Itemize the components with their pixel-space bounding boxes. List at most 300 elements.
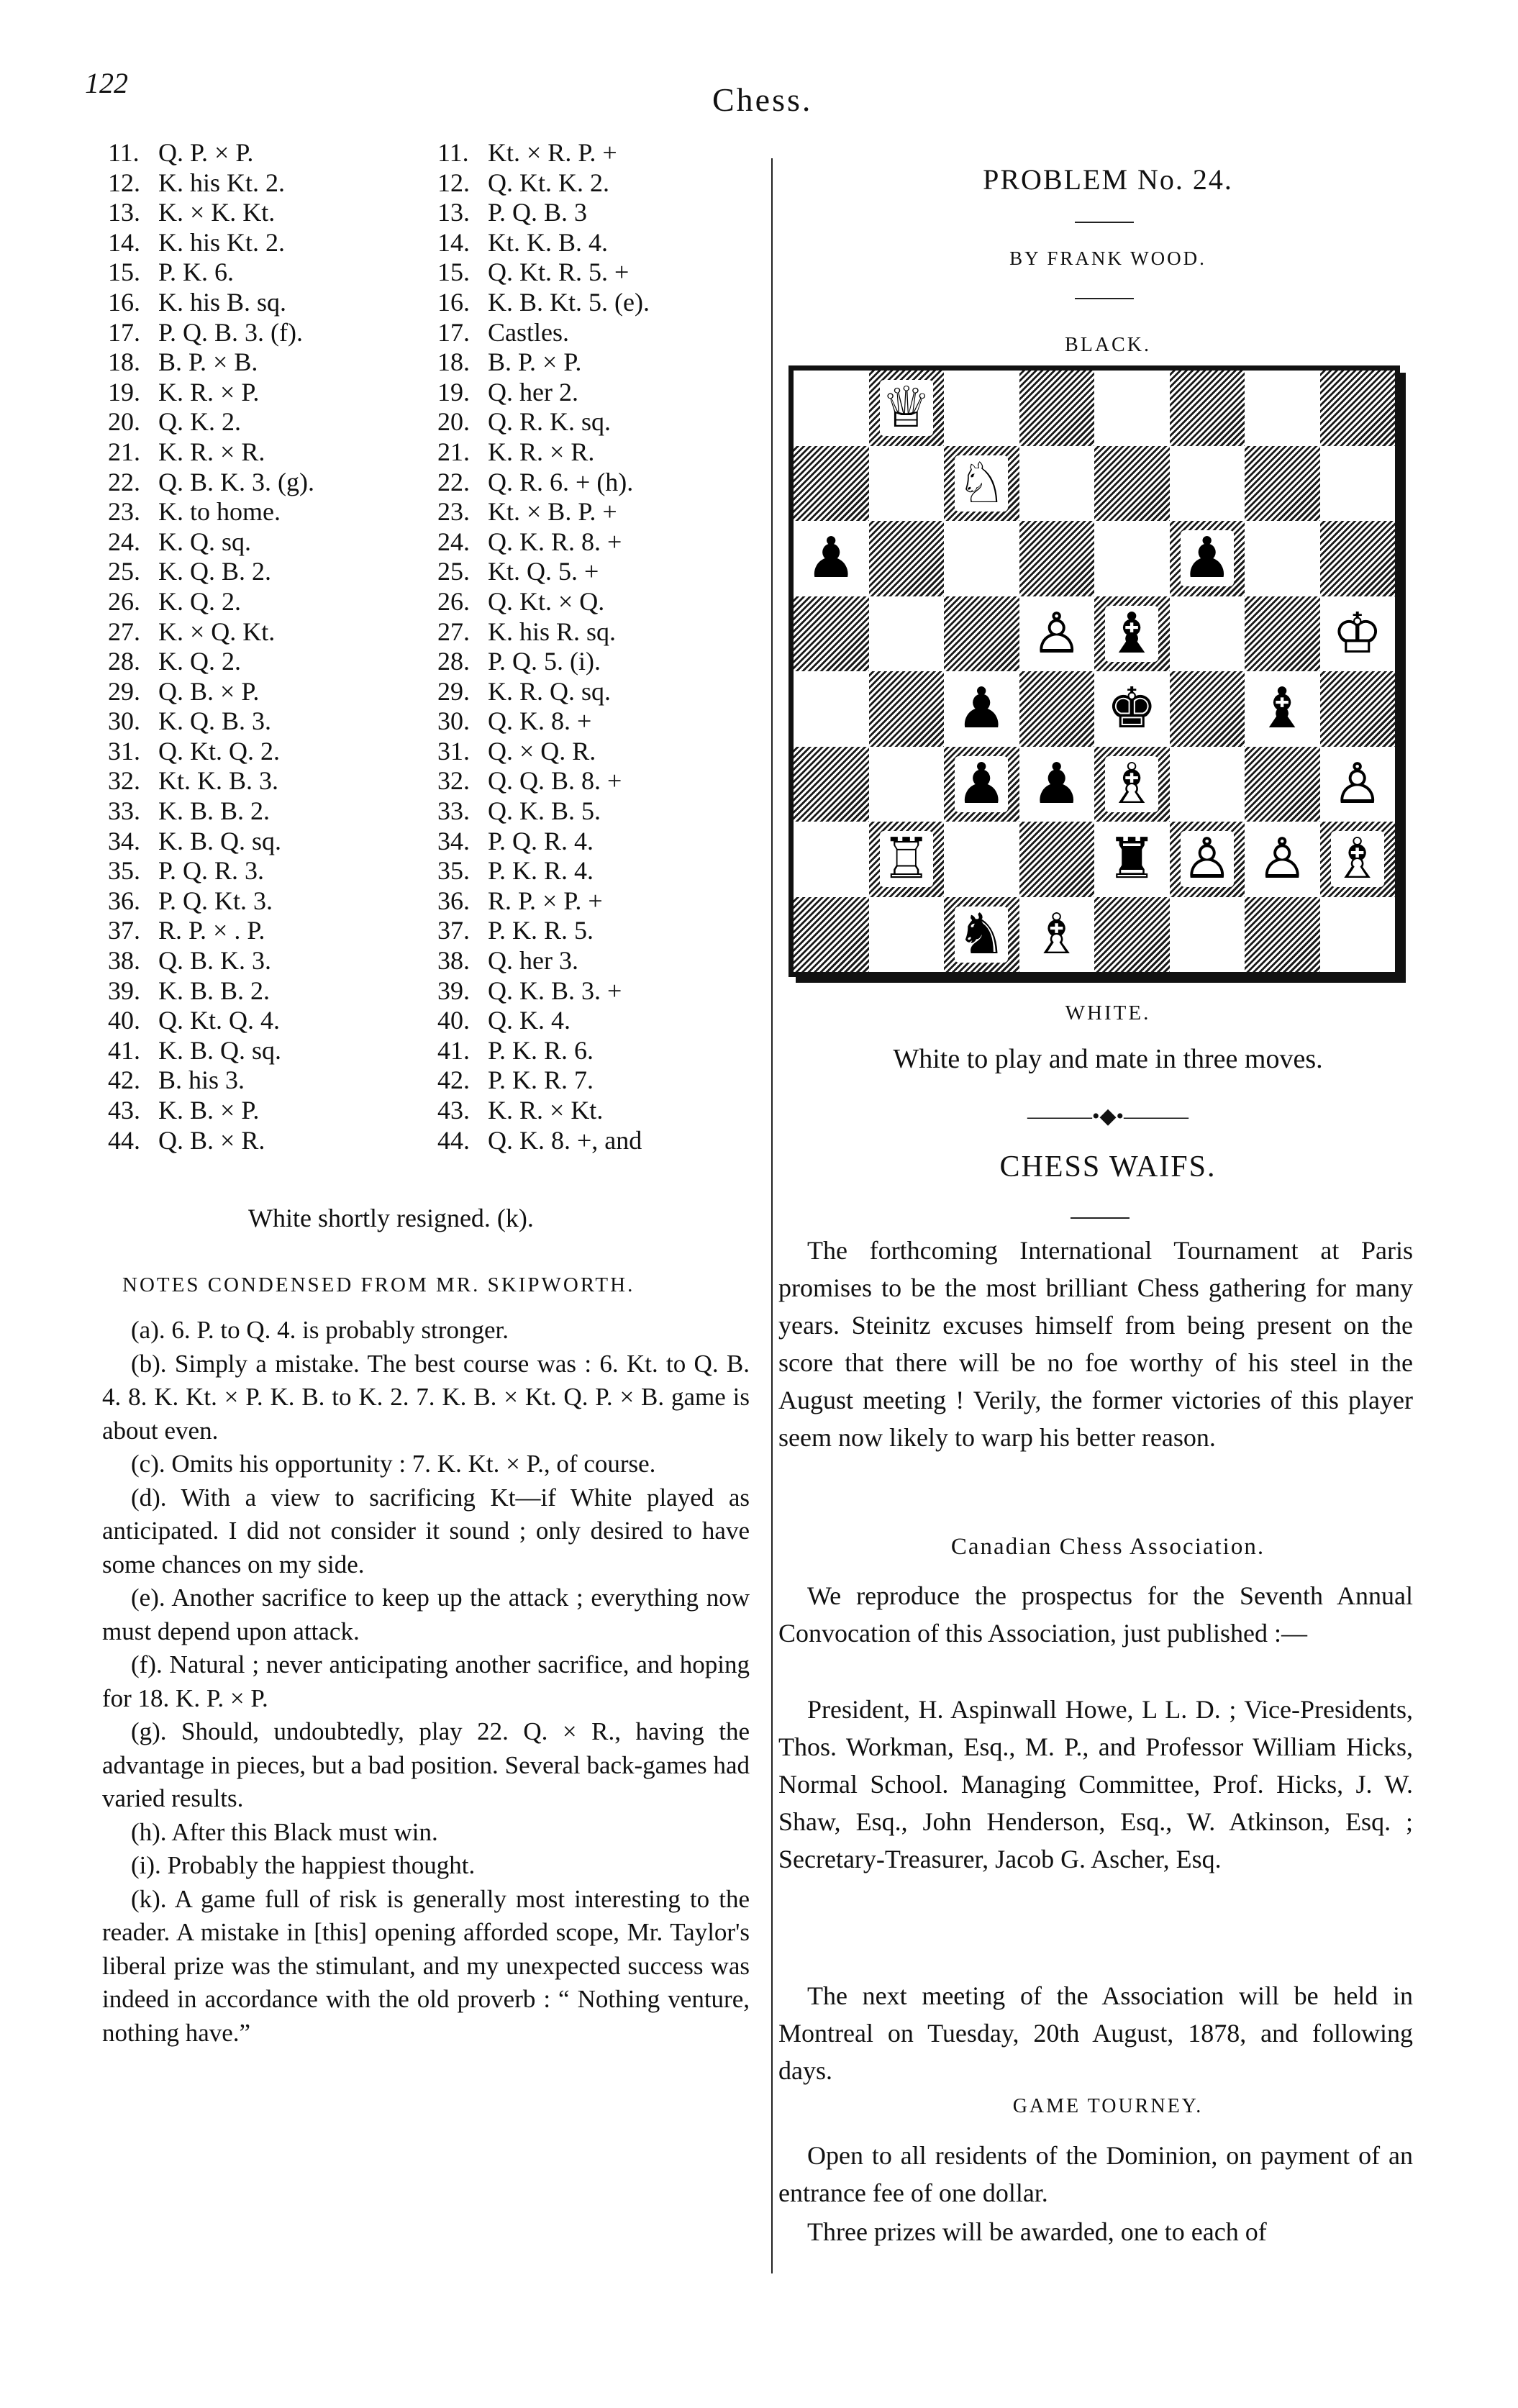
- move-text: K. B. B. 2.: [158, 976, 271, 1005]
- chess-piece-icon: ♕: [881, 376, 932, 441]
- move-text: P. Q. Kt. 3.: [158, 886, 273, 915]
- board-square: [1245, 521, 1320, 596]
- white-move: [108, 587, 314, 617]
- chess-piece-icon: ♙: [1257, 827, 1308, 892]
- ornament-divider: ———•◆•———: [1027, 1104, 1189, 1128]
- board-square: [1320, 897, 1396, 973]
- move-text: P. K. 6.: [158, 258, 235, 287]
- tourney-paragraph: Open to all residents of the Dominion, on payment of an entrance fee of one dollar.: [778, 2141, 1413, 2207]
- move-text: B. P. × P.: [488, 347, 582, 377]
- board-square: [1245, 747, 1320, 822]
- board-square: [794, 822, 869, 897]
- running-head: Chess.: [712, 81, 813, 118]
- black-move: [437, 707, 650, 737]
- board-square: [944, 521, 1019, 596]
- move-number: 39.: [108, 976, 140, 1005]
- officers-paragraph: President, H. Aspinwall Howe, L L. D. ; Vice-Presidents, Thos. Workman, Esq., M. P., and Professor William Hicks, Normal School. Managing Committee, Prof. Hicks, J. W. Shaw, Esq., John Henderson, Esq., W. Atkinson, Esq. ; Secretary-Treasurer, Jacob G. Ascher, Esq.: [778, 1695, 1413, 1873]
- chess-piece-icon: ♙: [1332, 751, 1383, 817]
- board-square: [1320, 446, 1396, 522]
- white-move: [108, 1006, 314, 1036]
- move-text: Q. P. × P.: [158, 138, 254, 167]
- board-square: [1320, 596, 1396, 672]
- move-text: K. his Kt. 2.: [158, 227, 286, 257]
- move-text: K. B. × P.: [158, 1096, 260, 1125]
- move-number: 43.: [108, 1096, 140, 1125]
- move-text: B. his 3.: [158, 1066, 245, 1095]
- label-white: WHITE.: [1065, 1001, 1151, 1024]
- move-number: 29.: [108, 676, 140, 706]
- board-square: [794, 446, 869, 522]
- note-item: (i). Probably the happiest thought.: [131, 1851, 476, 1879]
- move-text: P. Q. 5. (i).: [488, 647, 601, 676]
- move-text: Q. R. 6. + (h).: [488, 467, 634, 496]
- move-text: P. K. R. 6.: [488, 1035, 594, 1065]
- problem-title: PROBLEM No. 24.: [983, 163, 1233, 196]
- board-square: [1019, 446, 1095, 522]
- board-square: [1320, 671, 1396, 747]
- board-square: [794, 747, 869, 822]
- chess-piece-icon: ♝: [1106, 601, 1158, 666]
- white-move: [108, 378, 314, 408]
- move-text: Castles.: [488, 317, 569, 347]
- board-square: [794, 671, 869, 747]
- move-number: 25.: [437, 557, 470, 586]
- black-move: [437, 198, 650, 228]
- board-square: [869, 446, 945, 522]
- board-square: [944, 596, 1019, 672]
- move-text: R. P. × P. +: [488, 886, 603, 915]
- black-move: [437, 497, 650, 527]
- move-number: 14.: [108, 227, 140, 257]
- board-square: [1170, 822, 1245, 897]
- board-square: [944, 671, 1019, 747]
- move-number: 23.: [437, 497, 470, 527]
- board-square: [1245, 371, 1320, 446]
- move-text: K. Q. 2.: [158, 647, 241, 676]
- white-move: [108, 1036, 314, 1066]
- move-number: 37.: [437, 916, 470, 945]
- board-square: [869, 671, 945, 747]
- move-number: 39.: [437, 976, 470, 1005]
- chess-piece-icon: ♟: [956, 751, 1007, 817]
- move-text: K. Q. B. 3.: [158, 707, 272, 736]
- white-move: [108, 318, 314, 348]
- move-text: Q. Kt. K. 2.: [488, 168, 609, 197]
- move-text: K. R. Q. sq.: [488, 676, 612, 706]
- move-number: 20.: [108, 407, 140, 437]
- black-move: [437, 378, 650, 408]
- move-number: 33.: [437, 796, 470, 826]
- white-moves-column: [108, 138, 314, 1155]
- author-rule: [1075, 298, 1134, 299]
- move-text: Q. Kt. R. 5. +: [488, 258, 630, 287]
- move-number: 43.: [437, 1096, 470, 1125]
- white-move: [108, 1126, 314, 1156]
- black-move: [437, 856, 650, 886]
- move-text: K. Q. sq.: [158, 527, 252, 556]
- note-item: (e). Another sacrifice to keep up the attack ; everything now must depend upon attack.: [102, 1584, 750, 1645]
- move-text: Q. Kt. Q. 4.: [158, 1006, 280, 1035]
- white-move: [108, 827, 314, 857]
- black-move: [437, 827, 650, 857]
- white-move: [108, 138, 314, 168]
- board-square: [1320, 822, 1396, 897]
- board-square: [1019, 747, 1095, 822]
- meeting-paragraph: The next meeting of the Association will be held in Montreal on Tuesday, 20th August, 1878, and following days.: [778, 1981, 1413, 2085]
- waifs-rule: [1071, 1217, 1130, 1219]
- board-square: [944, 446, 1019, 522]
- white-move: [108, 497, 314, 527]
- note-item: (c). Omits his opportunity : 7. K. Kt. × P., of course.: [131, 1450, 656, 1478]
- move-text: P. Q. R. 4.: [488, 826, 594, 855]
- move-number: 41.: [108, 1035, 140, 1065]
- chess-piece-icon: ♝: [1257, 676, 1308, 742]
- white-move: [108, 916, 314, 946]
- chess-piece-icon: ♟: [956, 676, 1007, 742]
- black-move: [437, 916, 650, 946]
- move-number: 18.: [108, 347, 140, 377]
- move-number: 31.: [437, 736, 470, 765]
- move-number: 24.: [437, 527, 470, 556]
- note-item: (k). A game full of risk is generally most interesting to the reader. A mistake in [this] opening afforded scope, Mr. Taylor's liberal prize was the stimulant, and my unexpected success was indeed in accordance with the old proverb : “ Nothing venture, nothing have.”: [102, 1884, 750, 2047]
- chess-piece-icon: ♚: [1106, 676, 1158, 742]
- resign-line: White shortly resigned. (k).: [248, 1204, 534, 1232]
- move-number: 32.: [437, 766, 470, 796]
- black-move: [437, 647, 650, 677]
- board-square: [869, 822, 945, 897]
- move-number: 22.: [108, 467, 140, 496]
- board-shadow-bottom: [796, 977, 1404, 983]
- black-move: [437, 1066, 650, 1096]
- chess-piece-icon: ♗: [1106, 751, 1158, 817]
- move-text: Q. Kt. × Q.: [488, 586, 605, 616]
- move-text: P. K. R. 5.: [488, 916, 594, 945]
- move-text: K. B. Q. sq.: [158, 826, 282, 855]
- chess-piece-icon: ♙: [1181, 827, 1232, 892]
- black-moves-column: [437, 138, 650, 1155]
- white-move: [108, 647, 314, 677]
- black-move: [437, 347, 650, 378]
- move-number: 21.: [108, 437, 140, 466]
- white-move: [108, 198, 314, 228]
- move-text: K. R. × R.: [488, 437, 595, 466]
- chess-piece-icon: ♟: [1181, 526, 1232, 591]
- chess-piece-icon: ♔: [1332, 601, 1383, 666]
- board-square: [1170, 446, 1245, 522]
- white-move: [108, 856, 314, 886]
- move-text: K. Q. B. 2.: [158, 557, 272, 586]
- move-text: K. his R. sq.: [488, 617, 617, 646]
- note-item: (h). After this Black must win.: [131, 1817, 438, 1846]
- board-square: [1094, 521, 1170, 596]
- black-move: [437, 318, 650, 348]
- move-number: 36.: [108, 886, 140, 915]
- board-square: [1019, 521, 1095, 596]
- white-move: [108, 707, 314, 737]
- white-move: [108, 1096, 314, 1126]
- move-number: 27.: [437, 617, 470, 646]
- move-number: 22.: [437, 467, 470, 496]
- chess-piece-icon: ♟: [806, 526, 857, 591]
- move-number: 16.: [108, 287, 140, 317]
- black-move: [437, 796, 650, 827]
- board-square: [1245, 897, 1320, 973]
- white-move: [108, 407, 314, 437]
- waifs-title: CHESS WAIFS.: [999, 1150, 1217, 1183]
- move-number: 11.: [108, 138, 140, 167]
- board-square: [1170, 596, 1245, 672]
- white-move: [108, 437, 314, 468]
- move-text: Kt. × B. P. +: [488, 497, 617, 527]
- association-heading: Canadian Chess Association.: [950, 1534, 1265, 1560]
- move-number: 23.: [108, 497, 140, 527]
- chess-piece-icon: ♖: [881, 827, 932, 892]
- move-text: K. R. × R.: [158, 437, 265, 466]
- board-square: [1019, 596, 1095, 672]
- board-square: [1094, 671, 1170, 747]
- move-text: Q. K. 8. +, and: [488, 1125, 642, 1155]
- move-text: P. Q. R. 3.: [158, 856, 265, 886]
- move-text: P. K. R. 7.: [488, 1066, 594, 1095]
- board-square: [869, 747, 945, 822]
- move-text: K. his Kt. 2.: [158, 168, 286, 197]
- move-number: 27.: [108, 617, 140, 646]
- move-number: 13.: [437, 198, 470, 227]
- black-move: [437, 1126, 650, 1156]
- move-text: K. R. × Kt.: [488, 1096, 604, 1125]
- move-text: K. R. × P.: [158, 377, 260, 406]
- board-square: [1245, 446, 1320, 522]
- black-move: [437, 1006, 650, 1036]
- move-number: 31.: [108, 736, 140, 765]
- board-square: [944, 747, 1019, 822]
- black-move: [437, 527, 650, 558]
- move-text: Q. Kt. Q. 2.: [158, 736, 280, 765]
- board-square: [1019, 822, 1095, 897]
- chess-piece-icon: ♞: [956, 901, 1007, 967]
- board-square: [944, 822, 1019, 897]
- move-number: 32.: [108, 766, 140, 796]
- move-text: P. Q. B. 3. (f).: [158, 317, 304, 347]
- move-number: 24.: [108, 527, 140, 556]
- move-number: 28.: [108, 647, 140, 676]
- move-number: 12.: [108, 168, 140, 197]
- board-square: [1019, 897, 1095, 973]
- move-text: P. Q. B. 3: [488, 198, 588, 227]
- move-text: Q. R. K. sq.: [488, 407, 612, 437]
- board-square: [944, 371, 1019, 446]
- move-number: 30.: [108, 707, 140, 736]
- white-move: [108, 288, 314, 318]
- move-text: B. P. × B.: [158, 347, 258, 377]
- board-square: [1170, 747, 1245, 822]
- move-text: Q. K. 4.: [488, 1006, 571, 1035]
- move-number: 21.: [437, 437, 470, 466]
- move-text: K. to home.: [158, 497, 281, 527]
- black-move: [437, 258, 650, 288]
- move-text: Q. B. K. 3.: [158, 946, 272, 976]
- black-move: [437, 886, 650, 917]
- move-number: 19.: [108, 377, 140, 406]
- black-move: [437, 288, 650, 318]
- move-number: 30.: [437, 707, 470, 736]
- move-text: Q. K. R. 8. +: [488, 527, 622, 556]
- note-item: (g). Should, undoubtedly, play 22. Q. × R., having the advantage in pieces, but a bad position. Several back-games had varied results.: [102, 1717, 750, 1812]
- board-square: [1245, 596, 1320, 672]
- problem-author: BY FRANK WOOD.: [1009, 247, 1206, 269]
- move-text: K. Q. 2.: [158, 586, 241, 616]
- board-square: [1094, 822, 1170, 897]
- page-number: 122: [85, 67, 128, 99]
- move-number: 17.: [437, 317, 470, 347]
- column-divider: [771, 158, 773, 2273]
- board-square: [1094, 596, 1170, 672]
- move-number: 11.: [437, 138, 469, 167]
- board-square: [1320, 747, 1396, 822]
- black-move: [437, 168, 650, 199]
- move-number: 13.: [108, 198, 140, 227]
- chess-piece-icon: ♙: [1031, 601, 1082, 666]
- board-square: [794, 897, 869, 973]
- board-square: [869, 371, 945, 446]
- move-number: 17.: [108, 317, 140, 347]
- move-text: Q. Q. B. 8. +: [488, 766, 622, 796]
- board-square: [1170, 371, 1245, 446]
- move-number: 40.: [108, 1006, 140, 1035]
- notes-heading: NOTES CONDENSED FROM MR. SKIPWORTH.: [122, 1273, 635, 1296]
- move-number: 16.: [437, 287, 470, 317]
- black-move: [437, 1036, 650, 1066]
- board-square: [1019, 671, 1095, 747]
- note-item: (d). With a view to sacrificing Kt—if White played as anticipated. I did not consider it sound ; only desired to have some chances on my side.: [102, 1483, 750, 1578]
- problem-caption: White to play and mate in three moves.: [893, 1044, 1323, 1074]
- board-square: [1094, 897, 1170, 973]
- move-number: 19.: [437, 377, 470, 406]
- black-move: [437, 677, 650, 707]
- move-number: 12.: [437, 168, 470, 197]
- board-shadow-right: [1400, 373, 1406, 983]
- board-square: [794, 521, 869, 596]
- move-text: Q. B. × R.: [158, 1125, 265, 1155]
- title-rule: [1075, 222, 1134, 223]
- move-text: K. B. Q. sq.: [158, 1035, 282, 1065]
- move-number: 44.: [108, 1125, 140, 1155]
- black-move: [437, 437, 650, 468]
- move-number: 26.: [437, 586, 470, 616]
- board-square: [1320, 521, 1396, 596]
- move-number: 37.: [108, 916, 140, 945]
- move-text: R. P. × . P.: [158, 916, 265, 945]
- move-text: Q. × Q. R.: [488, 736, 596, 765]
- move-number: 35.: [108, 856, 140, 886]
- white-move: [108, 347, 314, 378]
- white-move: [108, 886, 314, 917]
- black-move: [437, 468, 650, 498]
- note-item: (b). Simply a mistake. The best course was : 6. Kt. to Q. B. 4. 8. K. Kt. × P. K. B. to K. 2. 7. K. B. × Kt. Q. P. × B. game is about even.: [102, 1349, 750, 1445]
- board-square: [944, 897, 1019, 973]
- move-text: Kt. K. B. 3.: [158, 766, 279, 796]
- move-text: Q. K. B. 5.: [488, 796, 601, 826]
- chess-piece-icon: ♜: [1106, 827, 1158, 892]
- black-move: [437, 228, 650, 258]
- tourney-heading: GAME TOURNEY.: [1012, 2095, 1204, 2117]
- move-number: 34.: [108, 826, 140, 855]
- board-square: [1320, 371, 1396, 446]
- board-square: [1170, 671, 1245, 747]
- board-square: [1170, 897, 1245, 973]
- move-number: 14.: [437, 227, 470, 257]
- white-move: [108, 1066, 314, 1096]
- white-move: [108, 946, 314, 976]
- chess-piece-icon: ♘: [956, 450, 1007, 516]
- move-text: K. × K. Kt.: [158, 198, 276, 227]
- board-square: [1170, 521, 1245, 596]
- move-number: 42.: [437, 1066, 470, 1095]
- chess-piece-icon: ♗: [1031, 901, 1082, 967]
- move-text: Q. B. K. 3. (g).: [158, 467, 314, 496]
- black-move: [437, 1096, 650, 1126]
- move-text: K. × Q. Kt.: [158, 617, 276, 646]
- black-move: [437, 946, 650, 976]
- board-square: [1019, 371, 1095, 446]
- move-number: 38.: [108, 946, 140, 976]
- white-move: [108, 168, 314, 199]
- move-number: 44.: [437, 1125, 470, 1155]
- chess-piece-icon: ♗: [1332, 827, 1383, 892]
- move-number: 41.: [437, 1035, 470, 1065]
- move-number: 35.: [437, 856, 470, 886]
- white-move: [108, 617, 314, 648]
- chess-piece-icon: ♟: [1031, 751, 1082, 817]
- move-text: Kt. × R. P. +: [488, 138, 617, 167]
- black-move: [437, 617, 650, 648]
- move-number: 40.: [437, 1006, 470, 1035]
- black-move: [437, 138, 650, 168]
- move-text: K. B. Kt. 5. (e).: [488, 287, 650, 317]
- board-square: [1094, 371, 1170, 446]
- move-number: 33.: [108, 796, 140, 826]
- move-text: Kt. Q. 5. +: [488, 557, 599, 586]
- board-square: [1094, 446, 1170, 522]
- move-number: 29.: [437, 676, 470, 706]
- board-square: [869, 521, 945, 596]
- association-paragraph: We reproduce the prospectus for the Seventh Annual Convocation of this Association, just published :—: [778, 1581, 1413, 1648]
- white-move: [108, 976, 314, 1007]
- move-text: Q. her 2.: [488, 377, 578, 406]
- move-number: 36.: [437, 886, 470, 915]
- board-square: [1245, 671, 1320, 747]
- white-move: [108, 468, 314, 498]
- note-item: (a). 6. P. to Q. 4. is probably stronger.: [131, 1316, 509, 1344]
- move-number: 18.: [437, 347, 470, 377]
- waifs-paragraph: The forthcoming International Tournament at Paris promises to be the most brilliant Chess gathering for many years. Steinitz excuses himself from being present on the score that there will be no foe worthy of his steel in the August meeting ! Verily, the former victories of this player seem now likely to warp his better reason.: [778, 1236, 1413, 1452]
- white-move: [108, 766, 314, 796]
- move-text: K. B. B. 2.: [158, 796, 271, 826]
- move-number: 42.: [108, 1066, 140, 1095]
- board-square: [1094, 747, 1170, 822]
- black-move: [437, 557, 650, 587]
- move-number: 20.: [437, 407, 470, 437]
- black-move: [437, 737, 650, 767]
- white-move: [108, 527, 314, 558]
- notes-list: [102, 1314, 750, 2050]
- move-text: P. K. R. 4.: [488, 856, 594, 886]
- white-move: [108, 677, 314, 707]
- white-move: [108, 796, 314, 827]
- note-item: (f). Natural ; never anticipating another sacrifice, and hoping for 18. K. P. × P.: [102, 1650, 750, 1712]
- move-number: 15.: [108, 258, 140, 287]
- label-black: BLACK.: [1065, 334, 1151, 356]
